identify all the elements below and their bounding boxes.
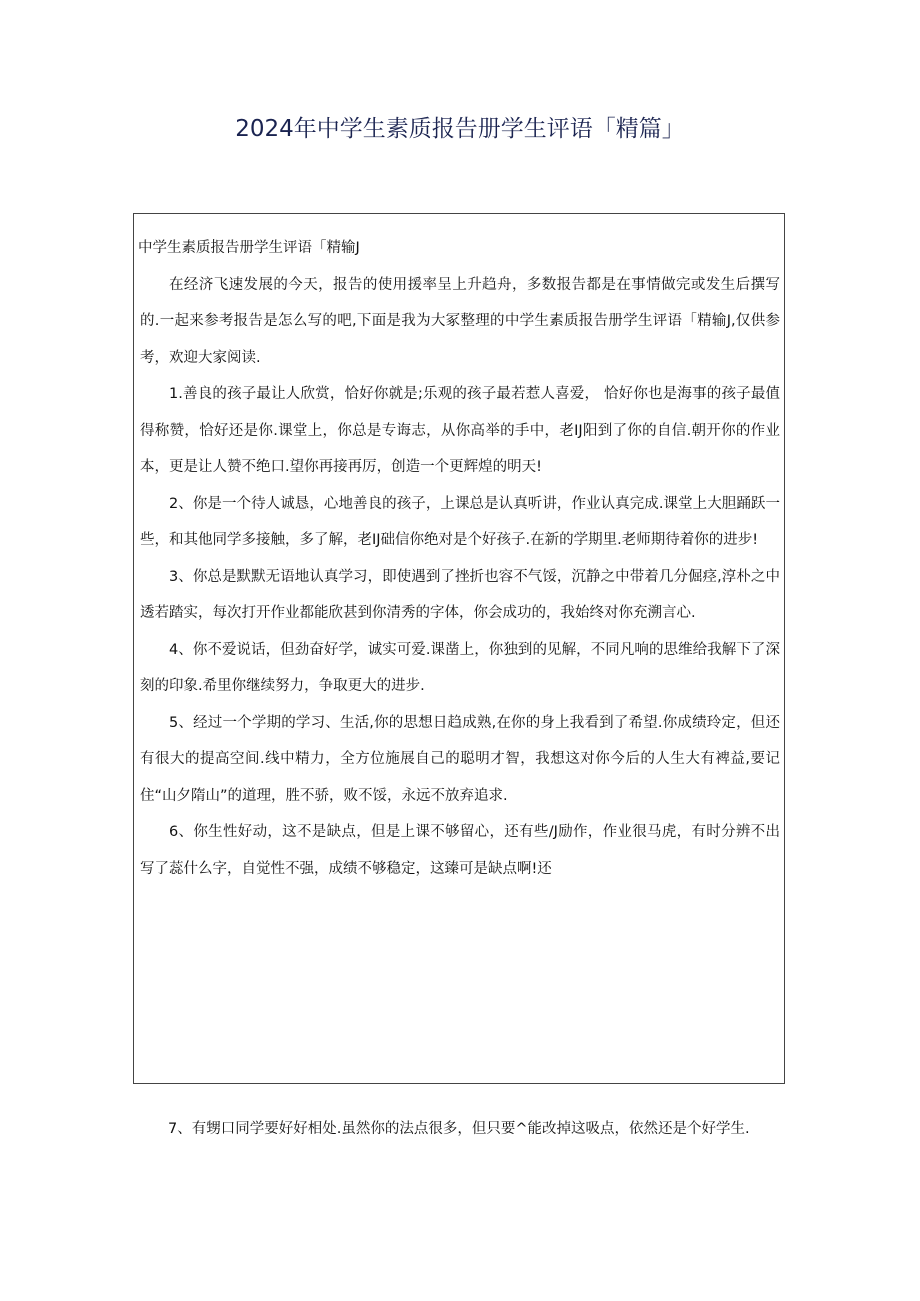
comment-paragraph-5: 5、经过一个学期的学习、生活,你的思想日趋成熟,在你的身上我看到了希望.你成绩玲定，但还有很大的提高空间.线中精力，全方位施展自己的聪明才智，我想这对你今后的人生大有裨益,要记住“山夕隋山”的道理，胜不骄，败不馁，永远不放弃追求. [140, 714, 780, 804]
comment-paragraph-1: 1.善良的孩子最让人欣赏，恰好你就是;乐观的孩子最若惹人喜爱， 恰好你也是海事的孩子最值得称赞，恰好还是你.课堂上，你总是专诲志，从你高举的手中，老IJ阳到了你的自信.朝开你的作业本，更是让人赞不绝口.望你再接再厉，创造一个更辉煌的明天! [140, 386, 780, 475]
comment-paragraph-7: 7、有甥口同学要好好相处.虽然你的法点很多，但只要^能改掉这吸点，依然还是个好学生. [168, 1121, 750, 1137]
comment-paragraph-3: 3、你总是默默无语地认真学习，即使遇到了挫折也容不气馁，沉静之中带着几分倔痉,淳朴之中透若踏实，每次打开作业都能欣甚到你清秀的字体，你会成功的，我始终对你充溯言心. [140, 568, 780, 621]
comment-paragraph-2: 2、你是一个待人诚恳，心地善良的孩子，上课总是认真听讲，作业认真完成.课堂上大胆踊跃一些，和其他同学多接触，多了解，老IJ础信你绝对是个好孩子.在新的学期里.老师期待着你的进步! [140, 495, 780, 548]
document-subtitle: 中学生素质报告册学生评语「精输J [138, 240, 360, 256]
comment-paragraph-6: 6、你生性好动，这不是缺点，但是上课不够留心，还有些/J励作，作业很马虎，有时分辨不出写了蕊什么字，自觉性不强，成绩不够稳定，这臻可是缺点啊!还 [140, 824, 780, 877]
comment-paragraph-4: 4、你不爱说话，但劲奋好学，诚实可爱.课凿上，你独到的见解，不同凡响的思维给我解下了深刻的印象.希里你继续努力，争取更大的进步. [140, 641, 780, 694]
content-box [133, 213, 785, 1084]
intro-paragraph: 在经济飞速发展的今天，报告的使用援率呈上升趋舟，多数报告都是在事情做完或发生后撰写的.一起来参考报告是怎么写的吧,下面是我为大冢整理的中学生素质报告册学生评语「精输J,仅供参考，欢迎大家阅读. [140, 276, 780, 366]
document-title: 2024年中学生素质报告册学生评语「精篇」 [235, 116, 685, 142]
